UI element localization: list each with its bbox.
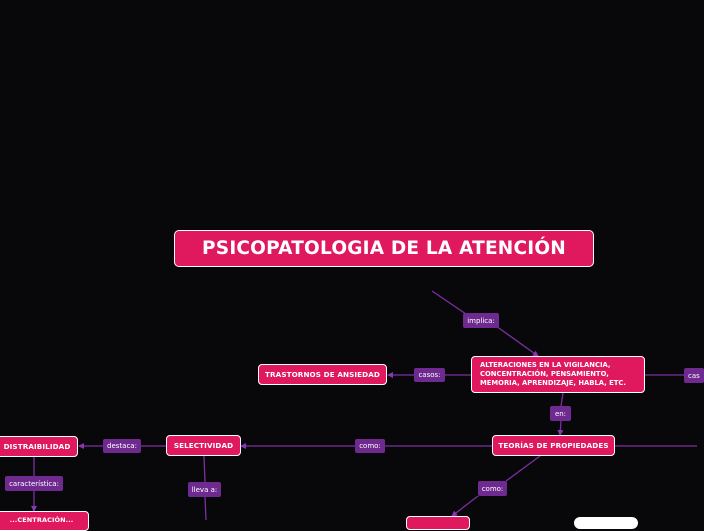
topic-alteraciones[interactable]: ALTERACIONES EN LA VIGILANCIA, CONCENTRACIÓN, PENSAMIENTO, MEMORIA, APRENDIZAJE, HABLA, ETC.	[471, 356, 645, 393]
link-label-como[interactable]: como:	[355, 439, 385, 453]
edge-como-bottom-down	[452, 496, 478, 516]
edge-implica-alteraciones	[496, 326, 538, 356]
topic-distraibilidad[interactable]: DISTRAIBILIDAD	[0, 436, 78, 457]
link-label-implica[interactable]: implica:	[463, 313, 499, 328]
link-label-destaca[interactable]: destaca:	[103, 439, 141, 453]
topic-partial-bottom-center[interactable]	[406, 516, 470, 530]
link-label-como-bottom[interactable]: como:	[478, 481, 507, 496]
topic-trastornos-ansiedad[interactable]: TRASTORNOS DE ANSIEDAD	[258, 364, 387, 385]
edge-lleva-down	[205, 497, 206, 520]
topic-partial-bottom-left[interactable]: ...CENTRACIÓN...	[0, 511, 89, 531]
topic-teorias-propiedades[interactable]: TEORÍAS DE PROPIEDADES	[492, 435, 615, 456]
edge-teorias-como-bottom	[506, 456, 540, 481]
link-label-en[interactable]: en:	[550, 406, 571, 421]
edge-selectividad-lleva	[204, 456, 205, 482]
link-label-casos[interactable]: casos:	[414, 368, 445, 382]
edge-en-teorias	[560, 421, 561, 435]
topic-partial-bottom-right[interactable]	[574, 517, 638, 529]
link-label-casos-right[interactable]: cas	[684, 368, 704, 383]
edge-root-implica	[432, 291, 466, 314]
link-label-lleva-a[interactable]: lleva a:	[188, 482, 221, 497]
link-label-caracteristica[interactable]: característica:	[5, 476, 63, 491]
edge-alteraciones-en	[561, 393, 563, 406]
central-topic[interactable]: PSICOPATOLOGIA DE LA ATENCIÓN	[174, 230, 594, 267]
topic-selectividad[interactable]: SELECTIVIDAD	[166, 435, 241, 456]
